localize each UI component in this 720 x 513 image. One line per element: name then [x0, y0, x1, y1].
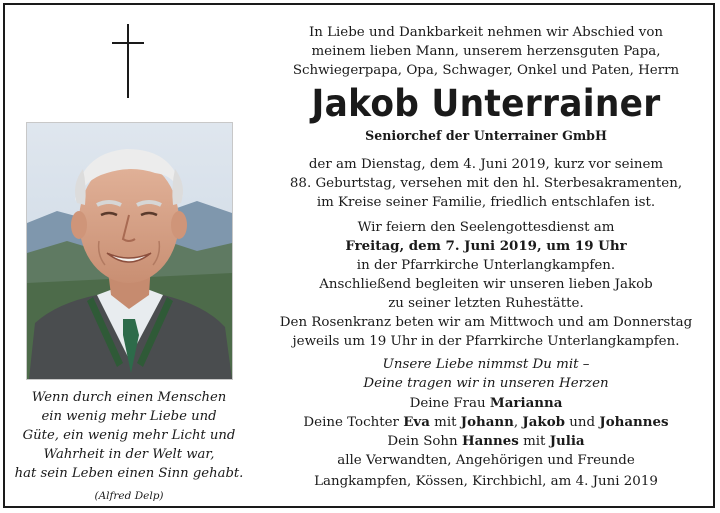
intro-line: meinem lieben Mann, unserem herzensguten Papa, [311, 44, 661, 59]
death-notice [262, 155, 710, 212]
death-line: im Kreise seiner Familie, friedlich entschlafen ist. [316, 195, 656, 210]
intro-line: Schwiegerpapa, Opa, Schwager, Onkel und Paten, Herrn [292, 63, 680, 78]
rosary-line: Den Rosenkranz beten wir am Mittwoch und am Donnerstag [279, 315, 693, 330]
death-line: 88. Geburtstag, versehen mit den hl. Sterbesakramenten, [289, 176, 683, 191]
mourner-others: alle Verwandten, Angehörigen und Freunde [337, 453, 635, 468]
mass-line: Anschließend begleiten wir unseren lieben Jakob [319, 277, 653, 292]
intro-line: In Liebe und Dankbarkeit nehmen wir Abschied von [308, 25, 664, 40]
mass-line: zu seiner letzten Ruhestätte. [388, 296, 584, 311]
mourner-son: Dein Sohn Hannes mit Julia [387, 433, 585, 449]
mass-line: in der Pfarrkirche Unterlangkampfen. [356, 258, 616, 273]
memorial-quote [14, 388, 244, 506]
mourner-wife: Deine Frau Marianna [409, 395, 563, 411]
quote-line: Güte, ein wenig mehr Licht und [22, 428, 236, 443]
death-line: der am Dienstag, dem 4. Juni 2019, kurz vor seinem [308, 157, 664, 172]
deceased-title: Seniorchef der Unterrainer GmbH [365, 128, 607, 143]
cross-icon [112, 24, 144, 98]
family-motto [262, 355, 710, 393]
motto-line: Deine tragen wir in unseren Herzen [363, 376, 609, 391]
mourner-daughter: Deine Tochter Eva mit Johann, Jakob und Johannes [303, 414, 669, 430]
motto-line: Unsere Liebe nimmst Du mit – [382, 357, 590, 372]
intro-text [262, 23, 710, 80]
quote-line: hat sein Leben einen Sinn gehabt. [14, 466, 244, 481]
portrait-photo [26, 122, 233, 380]
mourners-list [262, 394, 710, 470]
place-date: Langkampfen, Kössen, Kirchbichl, am 4. Juni 2019 [314, 474, 658, 489]
deceased-name: Jakob Unterrainer [311, 82, 661, 125]
mass-date: Freitag, dem 7. Juni 2019, um 19 Uhr [345, 238, 627, 254]
mass-notice [262, 218, 710, 313]
rosary-notice [262, 313, 710, 351]
quote-line: Wenn durch einen Menschen [31, 390, 227, 405]
rosary-line: jeweils um 19 Uhr in der Pfarrkirche Unterlangkampfen. [292, 334, 680, 349]
quote-line: ein wenig mehr Liebe und [41, 409, 217, 424]
mass-line: Wir feiern den Seelengottesdienst am [357, 220, 615, 235]
quote-line: Wahrheit in der Welt war, [43, 447, 215, 462]
quote-author: (Alfred Delp) [94, 490, 164, 502]
